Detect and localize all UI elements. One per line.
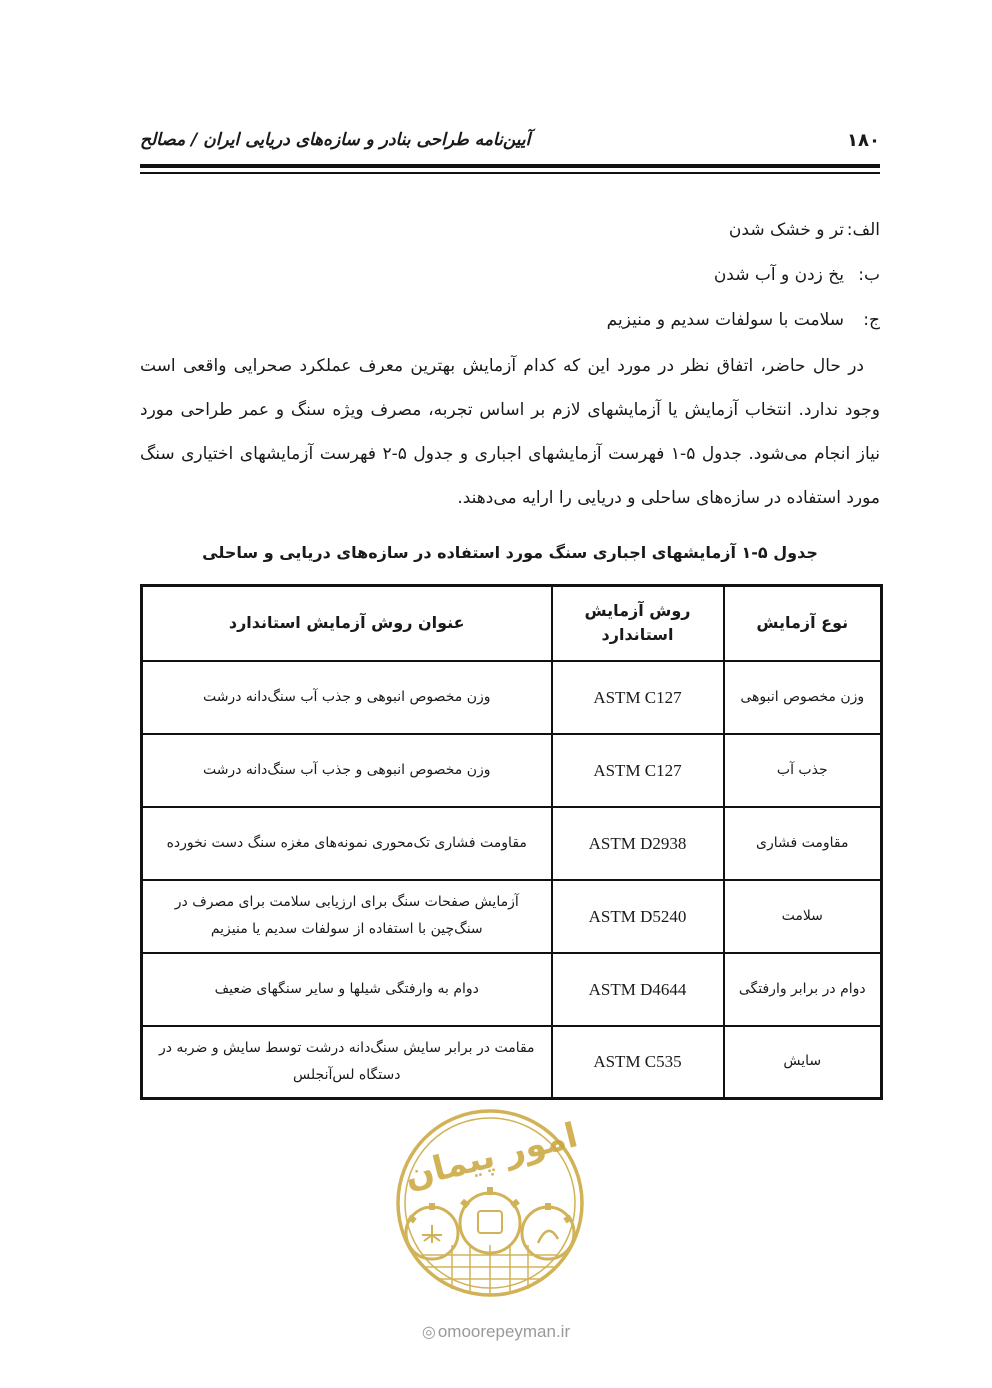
header-rule-thick	[140, 164, 880, 168]
header-test-type: نوع آزمایش	[724, 586, 882, 661]
cell-standard-code: ASTM D4644	[552, 953, 724, 1026]
table-row	[142, 953, 882, 1026]
cell-test-type: سایش	[724, 1026, 882, 1099]
website-text: omoorepeyman.ir	[437, 1322, 571, 1341]
list-text: تر و خشک شدن	[728, 220, 844, 240]
cell-test-type: دوام در برابر وارفتگی	[724, 953, 882, 1026]
table-row	[142, 807, 882, 880]
cell-standard-code: ASTM C535	[552, 1026, 724, 1099]
table-header-row	[142, 586, 882, 661]
table-row	[142, 1026, 882, 1099]
table-row	[142, 661, 882, 734]
cell-method-title: دوام به وارفتگی شیلها و سایر سنگهای ضعیف	[142, 953, 552, 1026]
cell-method-title: وزن مخصوص انبوهی و جذب آب سنگ‌دانه درشت	[142, 661, 552, 734]
cell-test-type: جذب آب	[724, 734, 882, 807]
header-standard-method: روش آزمایش استاندارد	[552, 586, 724, 661]
header-method-title: عنوان روش آزمایش استاندارد	[142, 586, 552, 661]
list-item	[729, 218, 880, 242]
cell-test-type: مقاومت فشاری	[724, 807, 882, 880]
list-marker: ج:	[863, 310, 880, 330]
list-marker: الف:	[846, 220, 880, 240]
cell-standard-code: ASTM D5240	[552, 880, 724, 953]
list-marker: ب:	[858, 265, 880, 285]
cell-method-title: وزن مخصوص انبوهی و جذب آب سنگ‌دانه درشت	[142, 734, 552, 807]
cell-test-type: وزن مخصوص انبوهی	[724, 661, 882, 734]
table-caption: جدول ۵-۱ آزمایشهای اجباری سنگ مورد استفاده در سازه‌های دریایی و ساحلی	[202, 543, 818, 562]
tests-table	[140, 584, 883, 1100]
table-row	[142, 880, 882, 953]
header-rule-thin	[140, 172, 880, 174]
cell-standard-code: ASTM C127	[552, 661, 724, 734]
at-icon: ◎	[421, 1324, 436, 1341]
running-header-title: آیین‌نامه طراحی بنادر و سازه‌های دریایی ایران / مصالح	[140, 130, 531, 150]
cell-test-type: سلامت	[724, 880, 882, 953]
list-item	[607, 308, 880, 332]
table-row	[142, 734, 882, 807]
website-watermark	[392, 1322, 600, 1342]
list-text: یخ زدن و آب شدن	[713, 265, 844, 285]
watermark-logo-icon	[392, 1105, 588, 1301]
cell-method-title: آزمایش صفحات سنگ برای ارزیابی سلامت برای مصرف در سنگ‌چین با استفاده از سولفات سدیم یا منیزیم	[142, 880, 552, 953]
cell-method-title: مقاومت فشاری تک‌محوری نمونه‌های مغزه سنگ دست نخورده	[142, 807, 552, 880]
page-number: ۱۸۰	[847, 130, 880, 151]
list-item	[714, 263, 880, 287]
logo-text: امور پیمان	[400, 1115, 582, 1197]
cell-standard-code: ASTM D2938	[552, 807, 724, 880]
cell-standard-code: ASTM C127	[552, 734, 724, 807]
body-paragraph: در حال حاضر، اتفاق نظر در مورد این که کدام آزمایش بهترین معرف عملکرد صحرایی واقعی است وجود ندارد. انتخاب آزمایش یا آزمایشهای لازم بر اساس تجربه، مصرف ویژه سنگ و عمر طراحی مورد نیاز انجام می‌شود. جدول ۵-۱ فهرست آزمایشهای اجباری و جدول ۵-۲ فهرست آزمایشهای اختیاری سنگ مورد استفاده در سازه‌های ساحلی و دریایی را ارایه می‌دهند.	[140, 356, 880, 508]
cell-method-title: مقامت در برابر سایش سنگ‌دانه درشت توسط سایش و ضربه در دستگاه لس‌آنجلس	[142, 1026, 552, 1099]
list-text: سلامت با سولفات سدیم و منیزیم	[606, 310, 844, 330]
